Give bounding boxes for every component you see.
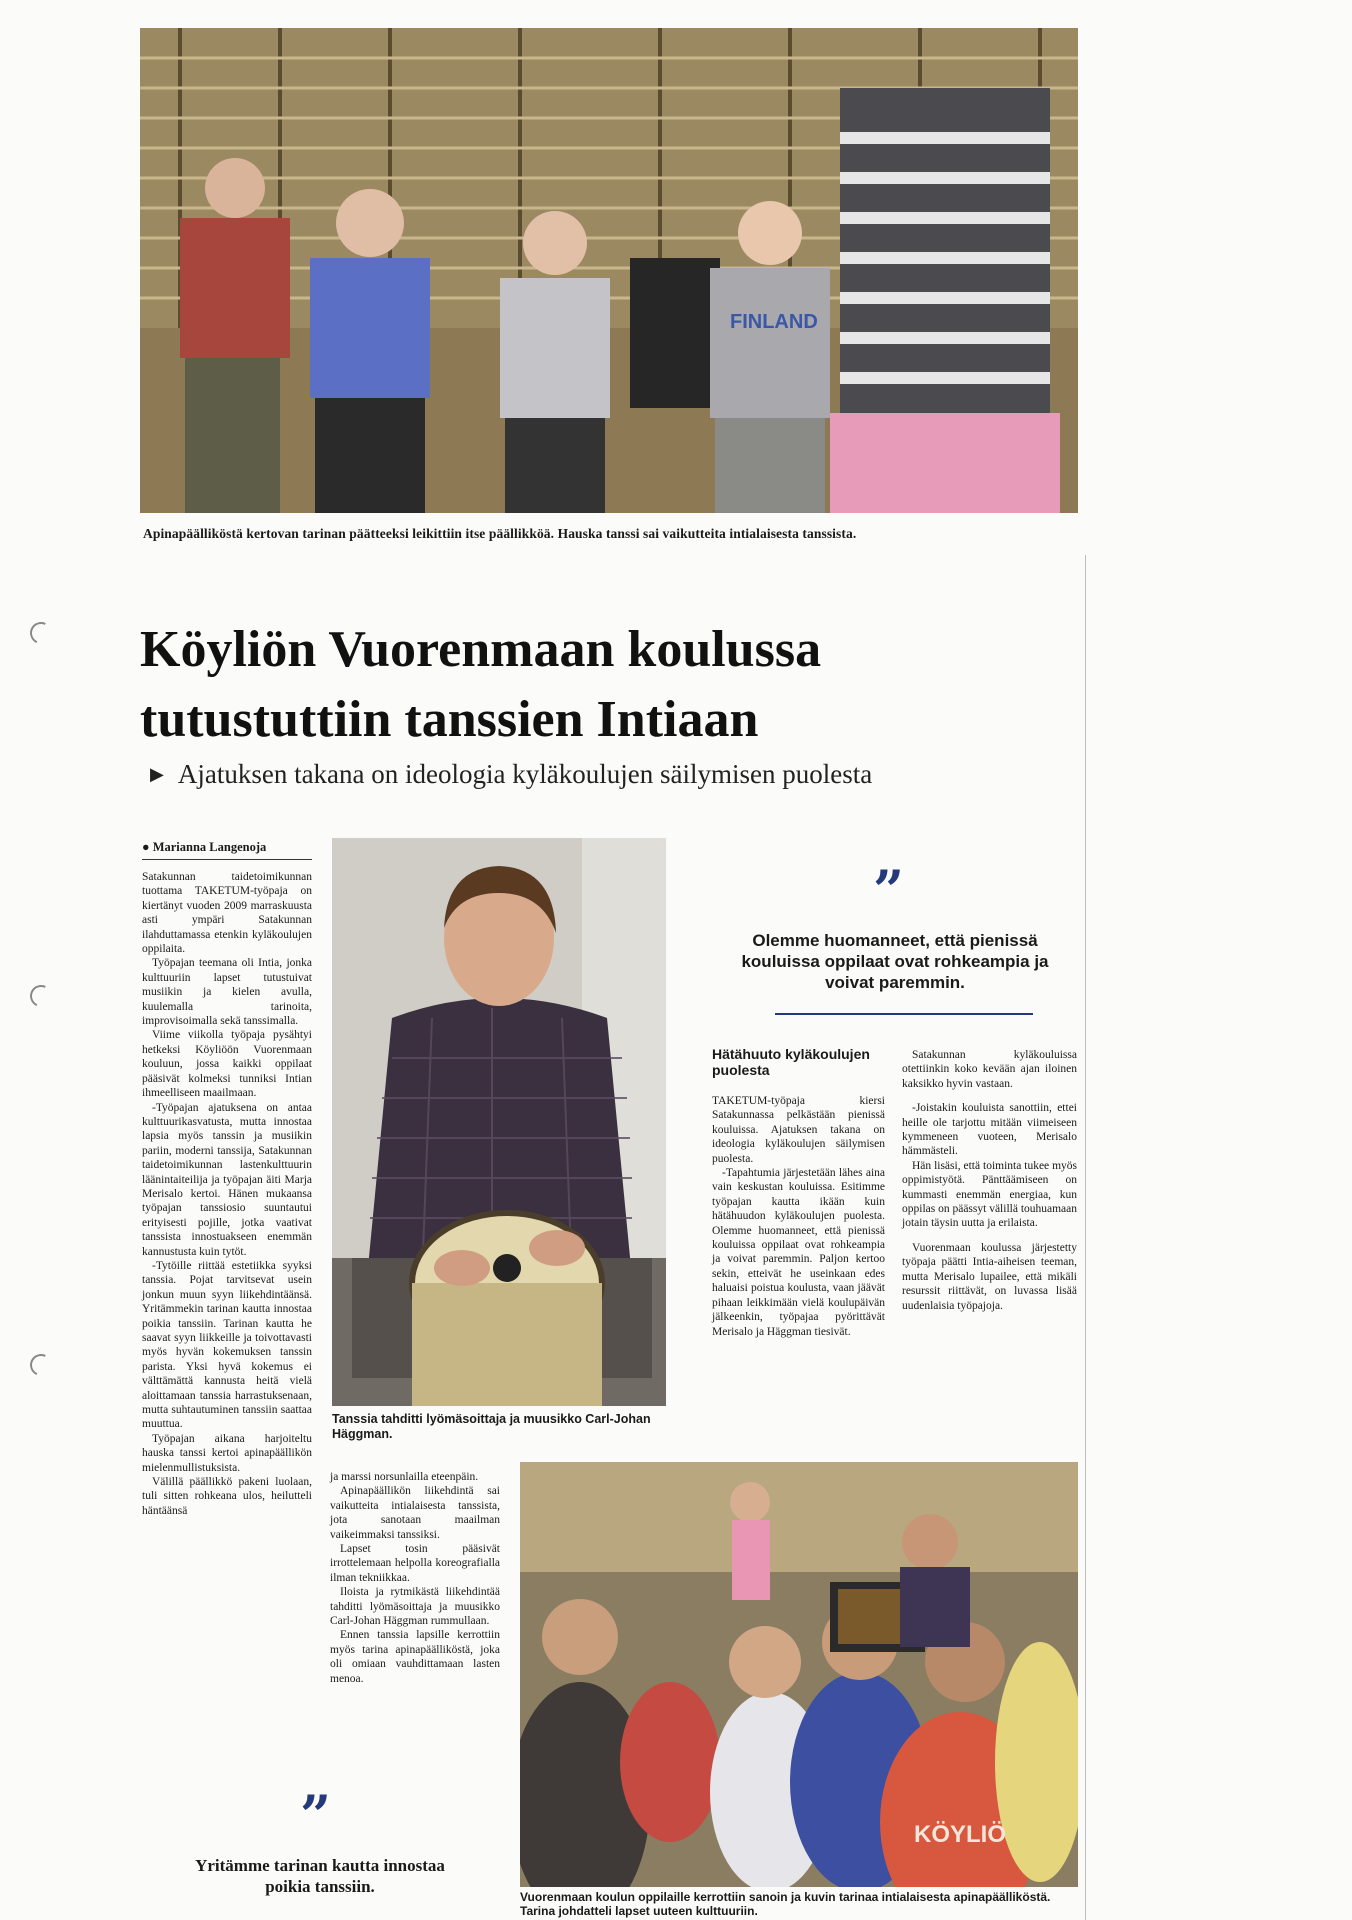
shirt-text-bottom: KÖYLIÖ (913, 1821, 1007, 1848)
article-column-4 (902, 1048, 1077, 1313)
subheadline: ▶ Ajatuksen takana on ideologia kyläkoulujen säilymisen puolesta (150, 759, 873, 789)
paragraph: Satakunnan taidetoimikunnan tuottama TAKETUM-työpaja on kiertänyt vuoden 2009 marraskuusta asti ympäri Satakunnan ilahduttamassa etenkin kyläkoulujen oppilaita. (142, 871, 312, 956)
paragraph: Lapset tosin pääsivät irrottelemaan helpolla koreografialla ilman tekniikkaa. (330, 1543, 500, 1584)
paragraph: Välillä päällikkö pakeni luolaan, tuli sitten rohkeana ulos, heilutteli häntäänsä (142, 1476, 312, 1517)
pull-quote-1: Olemme huomanneet, että pienissä kouluissa oppilaat ovat rohkeampia ja voivat paremmin. (741, 931, 1049, 992)
byline: ● Marianna Langenoja (142, 840, 267, 854)
sidebar-heading: Hätähuuto kyläkoulujen puolesta (712, 1046, 870, 1078)
paragraph: Vuorenmaan koulussa järjestetty työpaja päätti Intia-aiheisen teeman, mutta Merisalo lupailee, että mikäli resurssit riittävät, on luvassa lisää uudenlaisia työpajoja. (902, 1241, 1077, 1312)
article-column-1 (142, 870, 312, 1518)
punch-hole-mid (27, 982, 55, 1010)
drummer-caption: Tanssia tahditti lyömäsoittaja ja muusikko Carl-Johan Häggman. (332, 1412, 651, 1441)
paragraph: -Tytöille riittää estetiikka syyksi tanssia. Pojat tarvitsevat usein jonkun muun syyn liikehdintäänsä. Yritämmekin tarinan kautta innostaa poikia tanssiin. Tarinan kautta he saavat syyn liikkeille ja toivottavasti myös hyvän kokemuksen tanssin parista. Yksi hyvä kokemus ei välttämättä kannusta heitä vielä aloittamaan tanssia harrastuksenaan, mutta suhtautuminen tanssiin saattaa muuttua. (142, 1259, 312, 1431)
headline-line-2: tutustuttiin tanssien Intiaan (140, 691, 759, 748)
article-column-3 (712, 1094, 885, 1339)
punch-hole-top (27, 619, 55, 647)
paragraph: Apinapäällikön liikehdintä sai vaikutteita intialaisesta tanssista, jota sanotaan maailman vaikeimmaksi tanssiksi. (330, 1485, 500, 1541)
paragraph: Viime viikolla työpaja pysähtyi hetkeksi Köyliöön Vuorenmaan kouluun, jossa kaikki oppilaat pääsivät kolmeksi tunniksi Intian ihmeelliseen maailmaan. (142, 1029, 312, 1100)
bullet-icon: ● (142, 840, 153, 854)
paragraph: -Tapahtumia järjestetään lähes aina vain keskustan kouluissa. Esitimme työpajan kautta ikään kuin hätähuudon kyläkoulujen puolesta. Olemme huomanneet, että pienissä kouluissa oppilaat ovat rohkeampia ja voivat paremmin. Paljon kertoo sekin, etteivät he useinkaan edes haluaisi poistua koulusta, vaan jäävät pihaan leikkimään vielä koulupäivän jälkeenkin, työpajaa pyörittävät Merisalo ja Häggman tiesivät. (712, 1167, 885, 1338)
paragraph: Työpajan teemana oli Intia, jonka kulttuuriin lapset tutustuivat musiikin ja kielen avulla, kuulemalla tarinoita, improvisoimalla sekä tanssimalla. (142, 957, 312, 1028)
paragraph: -Työpajan ajatuksena on antaa kulttuurikasvatusta, mutta innostaa lapsia myös tanssin ja musiikin pariin, moderni tanssija, Satakunnan taidetoimikunnan lastenkulttuurin läänintaiteilija ja työpajan äiti Marja Merisalo kertoi. Hänen mukaansa työpajan tanssiosio suuntautui erityisesti pojille, jotka vaativat tanssista innostuakseen enemmän kannustusta kuin tytöt. (142, 1101, 312, 1258)
paragraph: Hän lisäsi, että toiminta tukee myös oppimistyötä. Pänttäämiseen on kummasti enemmän energiaa, kun oppilas on päässyt välillä touhuamaan jotain täysin uutta ja erilaista. (902, 1159, 1078, 1230)
shirt-text: FINLAND (730, 311, 818, 333)
bottom-photo-caption: Vuorenmaan koulun oppilaille kerrottiin sanoin ja kuvin tarinaa intialaisesta apinapäälliköstä. Tarina johdatteli lapset uuteen kulttuuriin. (520, 1890, 1051, 1918)
drummer-photo (332, 838, 666, 1406)
triangle-bullet-icon: ▶ (150, 764, 164, 784)
paragraph: -Joistakin kouluista sanottiin, ettei heille ole tarjottu mitään viimeiseen kymmeneen vuoteen, Merisalo hämmästeli. (902, 1102, 1077, 1158)
paragraph: Ennen tanssia lapsille kerrottiin myös tarina apinapäälliköstä, joka oli omiaan vauhdittamaan lasten menoa. (330, 1629, 500, 1685)
top-photo-caption: Apinapäälliköstä kertovan tarinan päätteeksi leikittiin itse päällikköä. Hauska tanssi sai vaikutteita intialaisesta tanssista. (143, 526, 857, 541)
headline-line-1: Köyliön Vuorenmaan koulussa (140, 621, 822, 678)
pull-quote-2: Yritämme tarinan kautta innostaa poikia tanssiin. (195, 1856, 445, 1896)
paragraph: Iloista ja rytmikästä liikehdintää tahditti lyömäsoittaja ja muusikko Carl-Johan Häggman rummullaan. (330, 1586, 500, 1628)
paragraph: Työpajan aikana harjoiteltu hauska tanssi kertoi apinapäällikön mielenmullistuksista. (142, 1432, 312, 1474)
page-edge-line (1085, 555, 1086, 1920)
byline-rule (142, 859, 312, 860)
bottom-photo-storytelling (520, 1462, 1078, 1887)
punch-hole-bottom (27, 1351, 55, 1379)
paragraph: ja marssi norsunlailla eteenpäin. (330, 1471, 479, 1483)
quote-mark-icon: ” (873, 858, 905, 922)
paragraph: Satakunnan kyläkouluissa otettiinkin koko kevään ajan iloinen kaksikko hyvin vastaan. (902, 1049, 1077, 1090)
quote-mark-icon-2: ” (300, 1783, 332, 1847)
pull-quote-rule (775, 1013, 1033, 1015)
article-column-2 (330, 1470, 500, 1686)
top-photo-dancing-children (140, 28, 1078, 513)
paragraph: TAKETUM-työpaja kiersi Satakunnassa pelkästään pienissä kouluissa. Ajatuksen takana on ideologia kyläkoulujen säilymisen puolesta. (712, 1095, 885, 1165)
